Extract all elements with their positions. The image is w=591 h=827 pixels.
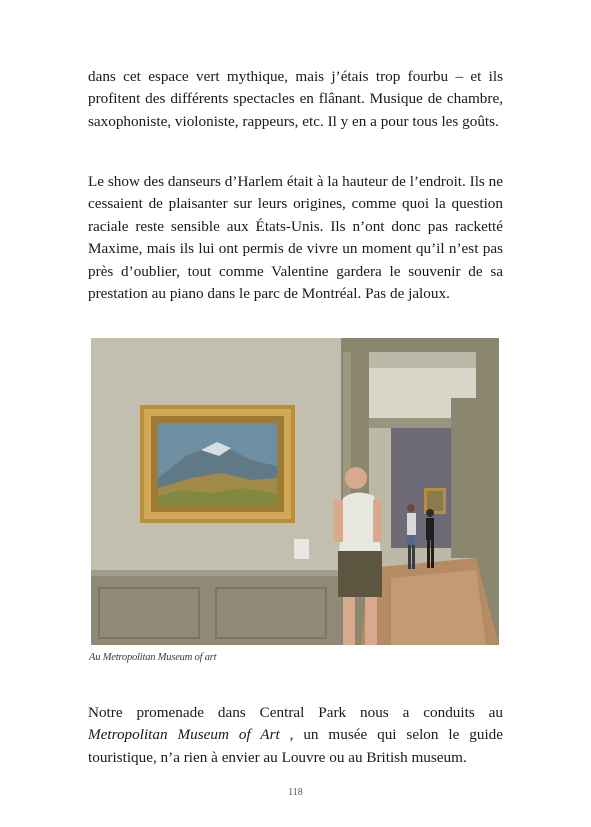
photo-caption: Au Metropolitan Museum of art (89, 652, 217, 663)
paragraph-1: dans cet espace vert mythique, mais j’étais trop fourbu – et ils profitent des différents spectacles en flânant. Musique de chambre, saxophoniste, violoniste, rappeurs, etc. Il y en a pour tous les goûts. (88, 68, 503, 130)
paragraph-3-italic-title: Metropolitan Museum of Art (88, 726, 280, 744)
paragraph-3 (88, 702, 503, 769)
page-number: 118 (288, 787, 303, 798)
museum-photo (91, 338, 499, 645)
paragraph-2: Le show des danseurs d’Harlem était à la hauteur de l’endroit. Ils ne cessaient de plaisanter sur leurs origines, comme quoi la question raciale reste sensible aux États-Unis. Ils n’ont donc pas racketté Maxime, mais ils lui ont permis de vivre un moment qu’il n’est pas près d’oublier, tout comme Valentine gardera le souvenir de sa prestation au piano dans le parc de Montréal. Pas de jaloux. (88, 173, 503, 303)
paragraph-3-text-start: Notre promenade dans Central Park nous a conduits au (88, 704, 503, 721)
paragraph-3-text-end: , un musée qui selon le guide touristique, n’a rien à envier au Louvre ou au British museum. (88, 726, 504, 766)
